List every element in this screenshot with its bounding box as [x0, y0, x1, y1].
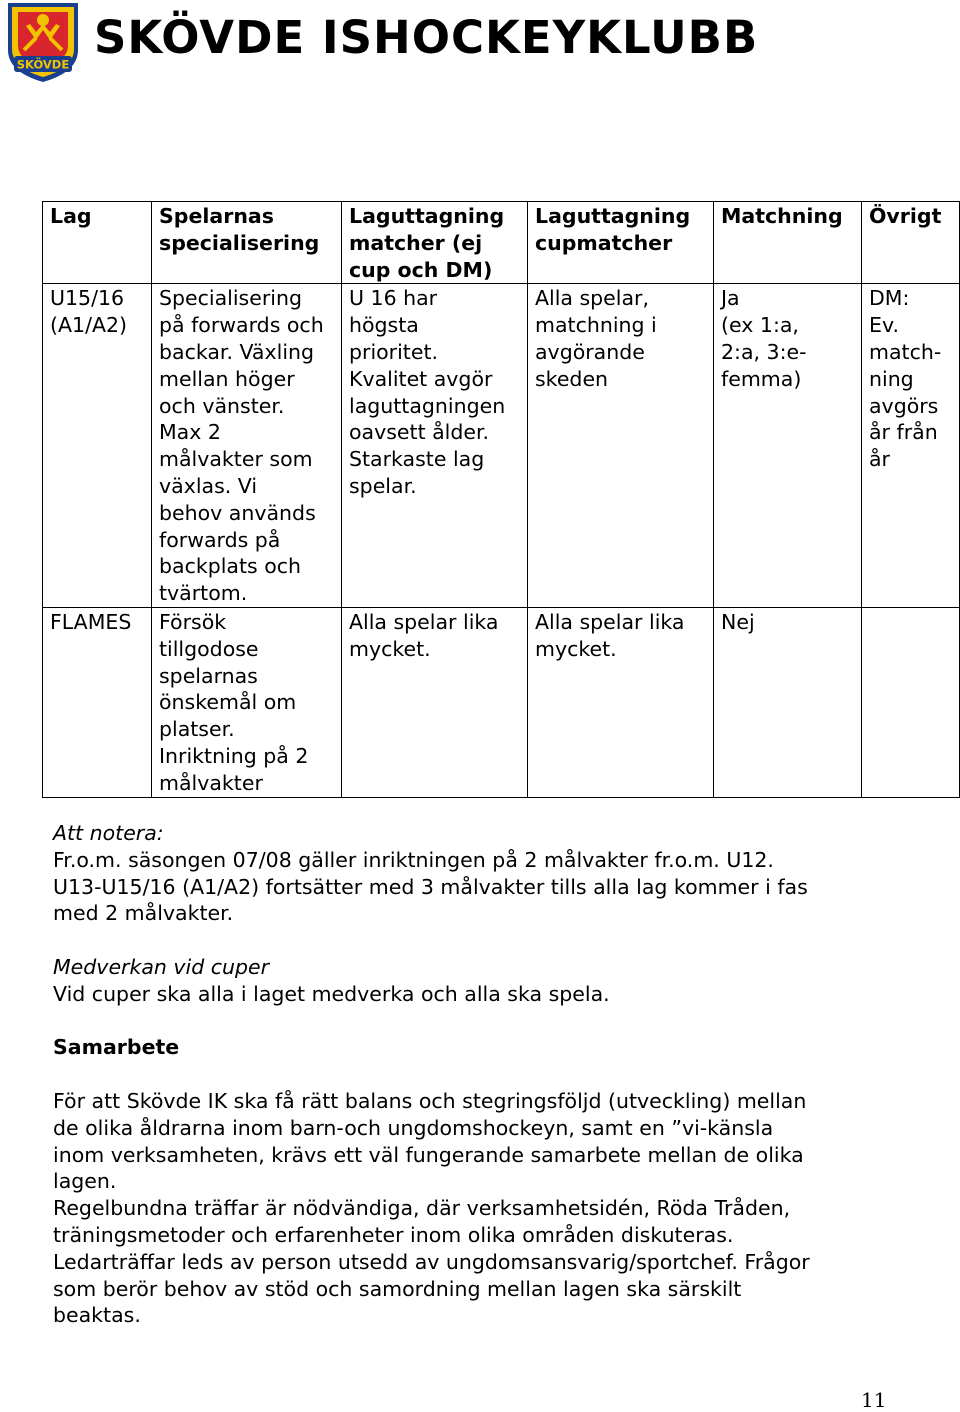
logo-text: SKÖVDE	[16, 57, 70, 72]
cell-laguttagning-matcher: Alla spelar lika mycket.	[342, 607, 528, 797]
header-spelarnas-specialisering: Spelarnas specialisering	[152, 202, 342, 284]
att-notera-text: Fr.o.m. säsongen 07/08 gäller inriktningen på 2 målvakter fr.o.m. U12. U13-U15/16 (A1/A2) fortsätter med 3 målvakter tills alla lag kommer i fas med 2 målvakter.	[53, 847, 808, 926]
team-policy-table	[42, 201, 960, 798]
club-title: SKÖVDE ISHOCKEYKLUBB	[94, 11, 759, 64]
notes-section	[53, 820, 933, 1329]
header-ovrigt: Övrigt	[862, 202, 960, 284]
samarbete-paragraph-2: Regelbundna träffar är nödvändiga, där verksamhetsidén, Röda Tråden, träningsmetoder och erfarenheter inom olika områden diskuteras.	[53, 1196, 791, 1247]
header-laguttagning-matcher: Laguttagning matcher (ej cup och DM)	[342, 202, 528, 284]
cell-laguttagning-matcher: U 16 har högsta prioritet. Kvalitet avgör laguttagningen oavsett ålder. Starkaste lag spelar.	[342, 284, 528, 608]
cell-ovrigt	[862, 607, 960, 797]
table-header-row	[43, 202, 960, 284]
cell-laguttagning-cup: Alla spelar lika mycket.	[528, 607, 714, 797]
cell-specialisering: Försök tillgodose spelarnas önskemål om platser. Inriktning på 2 målvakter	[152, 607, 342, 797]
cell-matchning: Nej	[714, 607, 862, 797]
medverkan-heading: Medverkan vid cuper	[53, 954, 270, 979]
club-logo-icon	[4, 0, 82, 84]
att-notera-heading: Att notera:	[53, 821, 164, 845]
cell-lag: FLAMES	[43, 607, 152, 797]
table-row	[43, 284, 960, 608]
samarbete-heading: Samarbete	[53, 1035, 180, 1060]
table-row	[43, 607, 960, 797]
cell-ovrigt: DM: Ev. match- ning avgörs år från år	[862, 284, 960, 608]
cell-lag: U15/16 (A1/A2)	[43, 284, 152, 608]
medverkan-text: Vid cuper ska alla i laget medverka och alla ska spela.	[53, 981, 610, 1006]
samarbete-paragraph-3: Ledarträffar leds av person utsedd av ungdomsansvarig/sportchef. Frågor som berör behov av stöd och samordning mellan lagen ska särskilt beaktas.	[53, 1249, 810, 1328]
cell-specialisering: Specialisering på forwards och backar. Växling mellan höger och vänster. Max 2 målvakter som växlas. Vi behov används forwards på backplats och tvärtom.	[152, 284, 342, 608]
header-lag: Lag	[43, 202, 152, 284]
cell-laguttagning-cup: Alla spelar, matchning i avgörande skeden	[528, 284, 714, 608]
header-laguttagning-cupmatcher: Laguttagning cupmatcher	[528, 202, 714, 284]
header-matchning: Matchning	[714, 202, 862, 284]
samarbete-paragraph-1: För att Skövde IK ska få rätt balans och stegringsföljd (utveckling) mellan de olika åldrarna inom barn-och ungdomshockeyn, samt en ”vi-känsla inom verksamheten, krävs ett väl fungerande samarbete mellan de olika lagen.	[53, 1088, 807, 1194]
page-number: 11	[861, 1388, 887, 1412]
page-header	[4, 0, 944, 86]
cell-matchning: Ja (ex 1:a, 2:a, 3:e- femma)	[714, 284, 862, 608]
